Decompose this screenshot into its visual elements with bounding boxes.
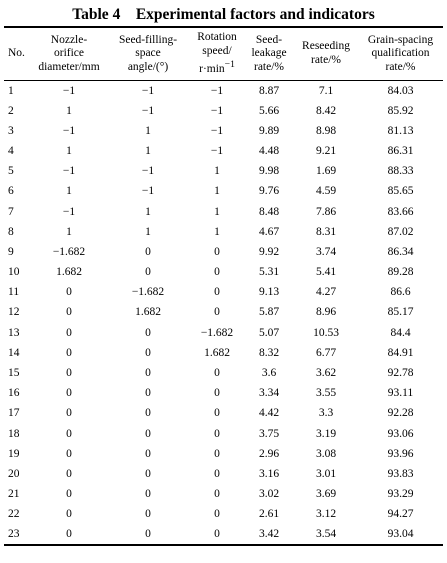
header-grain-spacing-qualification-rate: Grain-spacing qualification rate/% <box>358 27 443 80</box>
experimental-factors-table <box>4 26 443 546</box>
cell-seed-leakage-rate: 8.87 <box>258 84 280 97</box>
cell-seed-leakage-rate: 3.6 <box>261 367 277 380</box>
cell-grain-spacing-qualification-rate: 94.27 <box>387 508 414 521</box>
cell-rotation-speed: 0 <box>214 508 220 521</box>
cell-nozzle-orifice-diameter: 1.682 <box>56 266 82 279</box>
header-reseeding-rate: Reseeding rate/% <box>294 27 358 80</box>
cell-no: 23 <box>4 524 32 545</box>
table-row <box>4 484 443 504</box>
cell-seed-leakage-rate: 9.89 <box>258 124 280 137</box>
table-row <box>4 242 443 262</box>
cell-seed-filling-space-angle: 0 <box>145 326 151 339</box>
cell-nozzle-orifice-diameter: 1 <box>66 104 72 117</box>
header-nozzle-orifice-diameter: Nozzle- orifice diameter/mm <box>32 27 106 80</box>
cell-nozzle-orifice-diameter: −1 <box>62 205 76 218</box>
cell-grain-spacing-qualification-rate: 88.33 <box>387 165 414 178</box>
cell-reseeding-rate: 9.21 <box>315 144 337 157</box>
cell-reseeding-rate: 3.19 <box>315 427 337 440</box>
cell-reseeding-rate: 3.08 <box>315 447 337 460</box>
cell-rotation-speed: 1 <box>214 165 220 178</box>
cell-grain-spacing-qualification-rate: 84.03 <box>387 84 414 97</box>
cell-seed-filling-space-angle: 0 <box>145 467 151 480</box>
cell-nozzle-orifice-diameter: 0 <box>66 367 72 380</box>
cell-no: 14 <box>8 346 20 359</box>
cell-grain-spacing-qualification-rate: 81.13 <box>387 124 414 137</box>
cell-rotation-speed: 0 <box>214 488 220 501</box>
cell-seed-leakage-rate: 4.67 <box>258 225 280 238</box>
cell-reseeding-rate: 3.74 <box>315 245 337 258</box>
table-row <box>4 121 443 141</box>
cell-seed-leakage-rate: 8.48 <box>258 205 280 218</box>
cell-reseeding-rate: 8.98 <box>315 124 337 137</box>
cell-seed-leakage-rate: 5.66 <box>258 104 280 117</box>
header-rotation-speed: Rotation speed/ $r\cdot\min^{-1}$ <box>190 27 244 80</box>
cell-rotation-speed: 0 <box>190 524 244 545</box>
table-row <box>4 80 443 101</box>
cell-grain-spacing-qualification-rate: 85.17 <box>387 306 414 319</box>
table-row <box>4 141 443 161</box>
cell-seed-leakage-rate: 9.98 <box>258 165 280 178</box>
table-title: Table 4 Experimental factors and indicators <box>72 6 375 23</box>
cell-grain-spacing-qualification-rate: 93.96 <box>387 447 414 460</box>
cell-no: 2 <box>8 104 14 117</box>
cell-grain-spacing-qualification-rate: 86.34 <box>387 245 414 258</box>
cell-grain-spacing-qualification-rate: 86.31 <box>387 144 414 157</box>
cell-rotation-speed: 0 <box>214 286 220 299</box>
cell-grain-spacing-qualification-rate: 93.04 <box>358 524 443 545</box>
cell-rotation-speed: 0 <box>214 306 220 319</box>
cell-seed-filling-space-angle: 0 <box>145 427 151 440</box>
cell-no: 9 <box>8 245 14 258</box>
table-row <box>4 424 443 444</box>
cell-no: 8 <box>8 225 14 238</box>
cell-seed-filling-space-angle: 0 <box>145 447 151 460</box>
cell-rotation-speed: 0 <box>214 245 220 258</box>
table-row <box>4 201 443 221</box>
cell-reseeding-rate: 3.54 <box>294 524 358 545</box>
cell-reseeding-rate: 5.41 <box>315 266 337 279</box>
cell-seed-filling-space-angle: 0 <box>145 346 151 359</box>
cell-rotation-speed: −1 <box>210 84 224 97</box>
cell-reseeding-rate: 8.42 <box>315 104 337 117</box>
table-row <box>4 403 443 423</box>
cell-seed-leakage-rate: 5.31 <box>258 266 280 279</box>
cell-grain-spacing-qualification-rate: 87.02 <box>387 225 414 238</box>
cell-reseeding-rate: 4.59 <box>315 185 337 198</box>
cell-nozzle-orifice-diameter: 0 <box>66 346 72 359</box>
cell-reseeding-rate: 10.53 <box>313 326 339 339</box>
table-row <box>4 363 443 383</box>
cell-no: 20 <box>8 467 20 480</box>
cell-seed-filling-space-angle: −1 <box>141 165 155 178</box>
cell-grain-spacing-qualification-rate: 93.11 <box>387 387 414 400</box>
cell-rotation-speed: 0 <box>214 367 220 380</box>
cell-nozzle-orifice-diameter: 0 <box>66 467 72 480</box>
cell-seed-leakage-rate: 5.87 <box>258 306 280 319</box>
table-row <box>4 343 443 363</box>
cell-seed-filling-space-angle: 0 <box>145 387 151 400</box>
cell-rotation-speed: −1 <box>210 144 224 157</box>
cell-seed-filling-space-angle: 0 <box>145 367 151 380</box>
table-row <box>4 101 443 121</box>
cell-no: 12 <box>8 306 20 319</box>
cell-rotation-speed: 0 <box>214 427 220 440</box>
cell-no: 22 <box>8 508 20 521</box>
cell-seed-filling-space-angle: 1.682 <box>135 306 161 319</box>
cell-no: 19 <box>8 447 20 460</box>
header-no: No. <box>4 27 32 80</box>
cell-no: 3 <box>8 124 14 137</box>
cell-grain-spacing-qualification-rate: 84.4 <box>390 326 411 339</box>
cell-rotation-speed: 0 <box>214 387 220 400</box>
cell-no: 4 <box>8 144 14 157</box>
table-row <box>4 222 443 242</box>
table-row <box>4 464 443 484</box>
cell-nozzle-orifice-diameter: 0 <box>32 524 106 545</box>
cell-rotation-speed: −1 <box>210 124 224 137</box>
table-row <box>4 161 443 181</box>
table-row <box>4 302 443 322</box>
cell-reseeding-rate: 3.69 <box>315 488 337 501</box>
cell-seed-filling-space-angle: 0 <box>106 524 190 545</box>
cell-seed-leakage-rate: 3.34 <box>258 387 280 400</box>
cell-seed-filling-space-angle: 1 <box>145 205 151 218</box>
cell-reseeding-rate: 1.69 <box>315 165 337 178</box>
cell-no: 15 <box>8 367 20 380</box>
cell-rotation-speed: 1 <box>214 225 220 238</box>
cell-nozzle-orifice-diameter: −1.682 <box>52 245 86 258</box>
header-seed-filling-space-angle: Seed-filling- space angle/(°) <box>106 27 190 80</box>
cell-seed-leakage-rate: 9.92 <box>258 245 280 258</box>
cell-seed-leakage-rate: 2.96 <box>258 447 280 460</box>
cell-nozzle-orifice-diameter: 0 <box>66 427 72 440</box>
cell-seed-filling-space-angle: −1.682 <box>131 286 165 299</box>
cell-nozzle-orifice-diameter: 0 <box>66 488 72 501</box>
cell-seed-leakage-rate: 9.13 <box>258 286 280 299</box>
cell-reseeding-rate: 3.62 <box>315 367 337 380</box>
cell-seed-leakage-rate: 4.48 <box>258 144 280 157</box>
cell-grain-spacing-qualification-rate: 93.83 <box>387 467 414 480</box>
cell-seed-filling-space-angle: 1 <box>145 124 151 137</box>
cell-no: 13 <box>8 326 20 339</box>
cell-nozzle-orifice-diameter: 0 <box>66 326 72 339</box>
table-row <box>4 282 443 302</box>
cell-grain-spacing-qualification-rate: 92.78 <box>387 367 414 380</box>
cell-rotation-speed: −1.682 <box>200 326 234 339</box>
cell-seed-filling-space-angle: 0 <box>145 266 151 279</box>
cell-nozzle-orifice-diameter: 0 <box>66 306 72 319</box>
cell-rotation-speed: 0 <box>214 467 220 480</box>
cell-reseeding-rate: 7.86 <box>315 205 337 218</box>
cell-seed-leakage-rate: 4.42 <box>258 407 280 420</box>
cell-seed-leakage-rate: 3.02 <box>258 488 280 501</box>
cell-rotation-speed: 0 <box>214 447 220 460</box>
cell-no: 16 <box>8 387 20 400</box>
cell-seed-leakage-rate: 2.61 <box>258 508 280 521</box>
cell-nozzle-orifice-diameter: 0 <box>66 447 72 460</box>
cell-rotation-speed: −1 <box>210 104 224 117</box>
cell-nozzle-orifice-diameter: 0 <box>66 508 72 521</box>
cell-seed-leakage-rate: 5.07 <box>258 326 280 339</box>
table-body <box>4 80 443 545</box>
cell-reseeding-rate: 7.1 <box>318 84 334 97</box>
cell-seed-filling-space-angle: 1 <box>145 225 151 238</box>
cell-no: 10 <box>8 266 20 279</box>
table-row <box>4 504 443 524</box>
cell-seed-leakage-rate: 3.16 <box>258 467 280 480</box>
cell-grain-spacing-qualification-rate: 86.6 <box>390 286 411 299</box>
cell-grain-spacing-qualification-rate: 93.29 <box>387 488 414 501</box>
table-row <box>4 383 443 403</box>
cell-nozzle-orifice-diameter: 1 <box>66 185 72 198</box>
cell-reseeding-rate: 4.27 <box>315 286 337 299</box>
header-seed-leakage-rate: Seed- leakage rate/% <box>244 27 294 80</box>
cell-reseeding-rate: 3.55 <box>315 387 337 400</box>
cell-seed-filling-space-angle: 0 <box>145 488 151 501</box>
header-row <box>4 27 443 80</box>
cell-grain-spacing-qualification-rate: 92.28 <box>387 407 414 420</box>
cell-nozzle-orifice-diameter: 0 <box>66 286 72 299</box>
cell-rotation-speed: 1 <box>214 185 220 198</box>
cell-reseeding-rate: 8.96 <box>315 306 337 319</box>
cell-no: 1 <box>8 84 14 97</box>
cell-rotation-speed: 0 <box>214 407 220 420</box>
cell-seed-leakage-rate: 3.42 <box>244 524 294 545</box>
cell-grain-spacing-qualification-rate: 85.65 <box>387 185 414 198</box>
cell-nozzle-orifice-diameter: 1 <box>66 144 72 157</box>
cell-no: 21 <box>8 488 20 501</box>
cell-grain-spacing-qualification-rate: 85.92 <box>387 104 414 117</box>
cell-grain-spacing-qualification-rate: 89.28 <box>387 266 414 279</box>
cell-seed-filling-space-angle: 0 <box>145 407 151 420</box>
cell-nozzle-orifice-diameter: 1 <box>66 225 72 238</box>
cell-reseeding-rate: 3.01 <box>315 467 337 480</box>
table-row <box>4 181 443 201</box>
cell-nozzle-orifice-diameter: −1 <box>62 124 76 137</box>
cell-seed-leakage-rate: 8.32 <box>258 346 280 359</box>
table-header <box>4 27 443 80</box>
cell-seed-filling-space-angle: −1 <box>141 185 155 198</box>
cell-no: 17 <box>8 407 20 420</box>
cell-reseeding-rate: 6.77 <box>315 346 337 359</box>
cell-rotation-speed: 1 <box>214 205 220 218</box>
cell-seed-leakage-rate: 3.75 <box>258 427 280 440</box>
cell-seed-leakage-rate: 9.76 <box>258 185 280 198</box>
cell-rotation-speed: 1.682 <box>204 346 230 359</box>
cell-nozzle-orifice-diameter: 0 <box>66 407 72 420</box>
cell-seed-filling-space-angle: −1 <box>141 84 155 97</box>
cell-grain-spacing-qualification-rate: 93.06 <box>387 427 414 440</box>
cell-no: 5 <box>8 165 14 178</box>
table-row <box>4 524 443 545</box>
cell-reseeding-rate: 8.31 <box>315 225 337 238</box>
cell-nozzle-orifice-diameter: 0 <box>66 387 72 400</box>
cell-grain-spacing-qualification-rate: 84.91 <box>387 346 414 359</box>
table-row <box>4 444 443 464</box>
cell-no: 6 <box>8 185 14 198</box>
cell-no: 18 <box>8 427 20 440</box>
cell-seed-filling-space-angle: 0 <box>145 508 151 521</box>
cell-no: 7 <box>8 205 14 218</box>
table-row <box>4 262 443 282</box>
cell-no: 11 <box>8 286 20 299</box>
cell-rotation-speed: 0 <box>214 266 220 279</box>
cell-seed-filling-space-angle: −1 <box>141 104 155 117</box>
table-row <box>4 323 443 343</box>
cell-seed-filling-space-angle: 0 <box>145 245 151 258</box>
cell-nozzle-orifice-diameter: −1 <box>62 165 76 178</box>
cell-reseeding-rate: 3.3 <box>318 407 334 420</box>
cell-nozzle-orifice-diameter: −1 <box>62 84 76 97</box>
cell-reseeding-rate: 3.12 <box>315 508 337 521</box>
cell-seed-filling-space-angle: 1 <box>145 144 151 157</box>
header-rotation-speed-exponent: −1 <box>224 59 235 71</box>
cell-grain-spacing-qualification-rate: 83.66 <box>387 205 414 218</box>
